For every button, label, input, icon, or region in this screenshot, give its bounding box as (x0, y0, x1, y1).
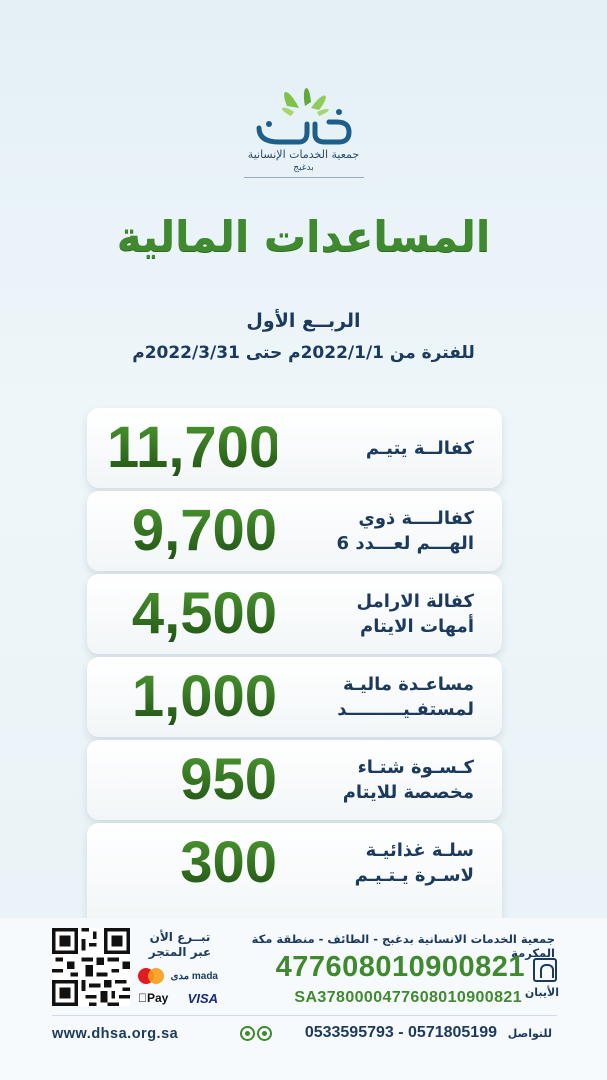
iban-number: SA3780000477608010900821 (294, 989, 522, 1006)
mada-icon: مدى mada (170, 970, 218, 982)
aid-card (87, 408, 502, 488)
aid-label-line2: لاسـرة يـتـيـم (354, 865, 474, 886)
aid-label-line1: كـسـوة شتـاء (357, 757, 474, 778)
aid-amount: 1,000 (107, 665, 277, 729)
aid-card (87, 574, 502, 654)
aid-amount: 11,700 (107, 415, 282, 480)
org-address-line: جمعية الخدمات الانسانية بدغبج - الطائف - منطقة مكة المكرمة (251, 932, 555, 960)
aid-amount: 4,500 (107, 582, 277, 646)
mastercard-icon (138, 968, 164, 984)
aid-card (87, 740, 502, 820)
qr-code-icon[interactable] (52, 928, 130, 1006)
bank-name: الأيبان (524, 986, 559, 999)
aid-cards-list (87, 408, 502, 926)
website-link[interactable]: www.dhsa.org.sa (52, 1026, 179, 1042)
bank-logo-icon (533, 958, 557, 982)
quarter-subtitle: الربــع الأول (246, 310, 361, 332)
aid-label-line2: مخصصة للايتام (342, 782, 474, 803)
apple-pay-icon (138, 991, 168, 1005)
aid-amount: 950 (107, 748, 277, 812)
aid-label-line1: مساعـدة ماليـة (342, 674, 474, 695)
apple-pay-label: Pay (138, 991, 160, 1005)
donate-line2: عبر المتجر (148, 945, 212, 959)
account-number: 477608010900821 (275, 951, 525, 983)
logo (0, 78, 607, 178)
contact-label: للتواصل (507, 1027, 552, 1040)
aid-label (284, 574, 474, 654)
logo-divider (244, 177, 364, 178)
whatsapp-icon (240, 1026, 255, 1041)
period-text: للفترة من 2022/1/1م حتى 2022/3/31م (132, 343, 475, 363)
aid-label (284, 491, 474, 571)
donate-store-text (140, 930, 220, 960)
payment-methods (138, 965, 218, 1009)
aid-card (87, 823, 502, 923)
aid-label (284, 408, 474, 488)
leaf-logo-icon (239, 78, 369, 146)
whatsapp-icons (240, 1026, 272, 1041)
aid-card (87, 657, 502, 737)
aid-label (284, 657, 474, 737)
aid-label-line1: كفالــة يتيـم (365, 437, 474, 459)
visa-icon: VISA (187, 990, 218, 1006)
phone-numbers[interactable]: 0533595793 - 0571805199 (304, 1024, 497, 1041)
donate-line1: تبــرع الأن (149, 930, 211, 944)
aid-label-line1: سلـة غذائيـة (365, 840, 474, 861)
org-name: جمعية الخدمات الإنسانية (247, 148, 360, 161)
aid-label-line2: لمستفـيـــــــــد (337, 699, 474, 720)
footer-divider (52, 1015, 557, 1016)
aid-label-line2: الهـــم لعـــدد 6 (336, 533, 474, 554)
aid-label (284, 740, 474, 820)
aid-label-line1: كفالــــة ذوي (358, 508, 474, 529)
aid-label (284, 823, 474, 903)
whatsapp-icon (257, 1026, 272, 1041)
aid-amount: 300 (107, 831, 277, 895)
aid-label-line1: كفالة الارامل (356, 591, 474, 612)
org-sub: بدغبج (293, 163, 314, 173)
aid-amount: 9,700 (107, 499, 277, 563)
aid-label-line2: أمهات الايتام (360, 616, 474, 637)
aid-card (87, 491, 502, 571)
page-title: المساعدات المالية (116, 212, 491, 261)
